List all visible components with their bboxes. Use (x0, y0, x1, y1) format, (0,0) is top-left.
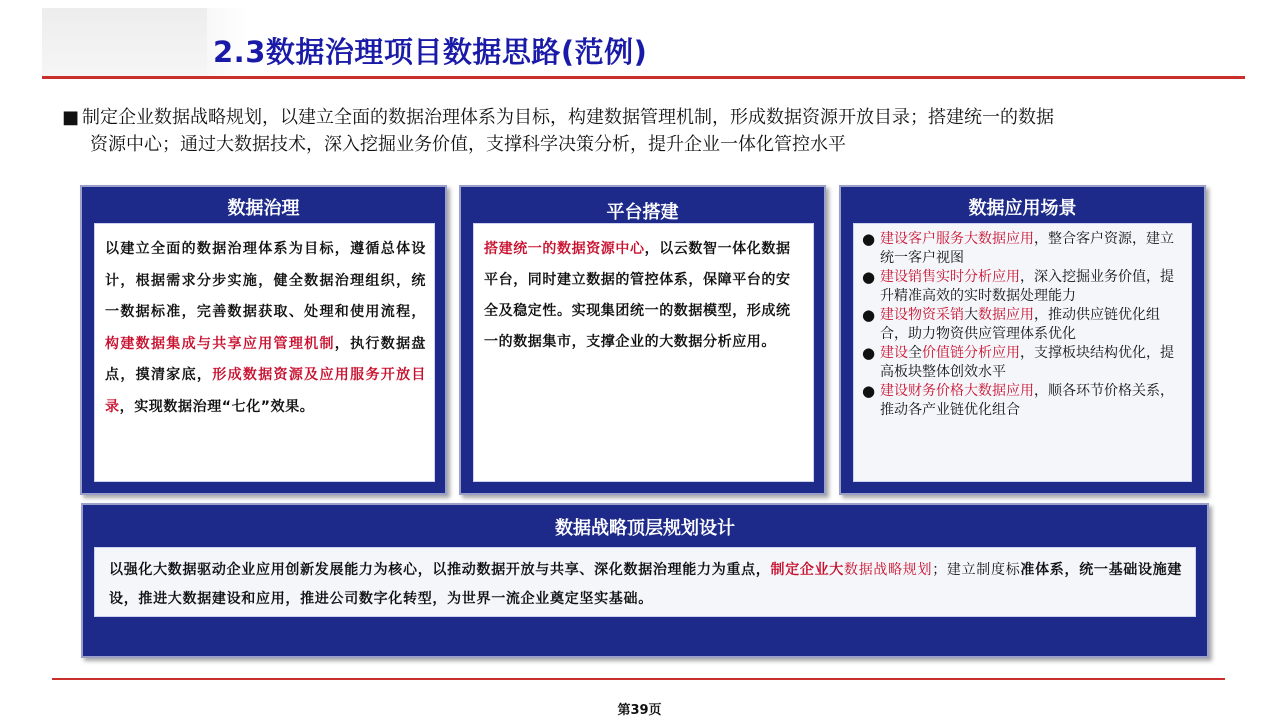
text-seg: ，执行数据盘点，摸清家底， (105, 335, 426, 383)
intro-line-2: 资源中心；通过大数据技术，深入挖掘业务价值，支撑科学决策分析，提升企业一体化管控水平 (90, 134, 846, 155)
panel-body (94, 223, 435, 482)
panel-application-scenarios (839, 185, 1206, 495)
text-seg: ，实现数据治理“七化”效果。 (119, 398, 315, 415)
panel-title: 平台搭建 (606, 202, 679, 223)
text-seg: ；建立制度标 (932, 562, 1021, 578)
panel-title: 数据治理 (227, 198, 300, 219)
highlight-text: 制定企业大 (770, 562, 844, 578)
text-seg: ，以云数智一体化数据平台，同时建立数据的管控体系，保障平台的安全及稳定性。实现集团统一的数据模型，形成统一的数据集市，支撑企业的大数据分析应用。 (484, 241, 791, 350)
highlight-text: 建设销售实时分析应用 (880, 269, 1020, 285)
panel-data-governance (80, 185, 447, 495)
highlight-text: 数据战略规划 (844, 562, 933, 578)
highlight-text: 数据应用 (978, 307, 1034, 323)
list-item (862, 268, 1185, 305)
square-bullet-icon: ■ (62, 107, 80, 128)
bullet-dot-icon: ● (862, 268, 876, 286)
governance-text (105, 234, 426, 423)
highlight-text: 建设财务价格大数据应用 (880, 383, 1034, 399)
highlight-text: 搭建统一的数据资源中心 (484, 241, 645, 257)
text-seg: 全 (908, 345, 922, 361)
bullet-dot-icon: ● (862, 306, 876, 324)
highlight-text: 构建数据集成与共享应用管理机制 (105, 335, 335, 352)
page-title: 2.3数据治理项目数据思路(范例) (213, 35, 648, 69)
panel-body (853, 223, 1192, 482)
title-rule (42, 76, 1245, 79)
highlight-text: 形成数据资源及应用服务开放目录 (105, 367, 427, 415)
strategy-text (109, 556, 1185, 614)
list-item (862, 382, 1185, 419)
text-seg: ，整合客户资源，建立统一客户视图 (880, 231, 1174, 266)
panel-title: 数据应用场景 (968, 198, 1077, 219)
scenario-list (862, 230, 1185, 420)
title-fade (42, 8, 207, 76)
highlight-text: 建设物资采销 (880, 307, 964, 323)
list-item (862, 230, 1185, 267)
highlight-text: 建设客户服务大数据应用 (880, 231, 1034, 247)
list-item (862, 344, 1185, 381)
panel-body (94, 547, 1196, 617)
panel-body (473, 223, 814, 482)
highlight-text: 建设 (880, 345, 908, 361)
bullet-dot-icon: ● (862, 382, 876, 400)
bullet-dot-icon: ● (862, 344, 876, 362)
text-seg: 准体系，统一基础设施建设，推进大数据建设和应用，推进公司数字化转型，为世界一流企业奠定坚实基础。 (109, 562, 1183, 607)
panel-data-strategy (81, 503, 1209, 658)
intro-paragraph (62, 104, 1252, 158)
text-seg: ，推动供应链优化组合，助力物资供应管理体系优化 (880, 307, 1160, 342)
page-number: 第39页 (617, 703, 662, 718)
text-seg: 以强化大数据驱动企业应用创新发展能力为核心，以推动数据开放与共享、深化数据治理能力为重点， (109, 562, 771, 578)
intro-text-1: 制定企业数据战略规划，以建立全面的数据治理体系为目标，构建数据管理机制，形成数据资源开放目录；搭建统一的数据 (82, 107, 1054, 128)
text-seg: ，顺各环节价格关系，推动各产业链优化组合 (880, 383, 1174, 418)
text-seg: 大 (964, 307, 978, 323)
footer-rule (52, 678, 1225, 680)
panel-platform-build (459, 185, 826, 495)
panel-title: 数据战略顶层规划设计 (555, 518, 735, 539)
highlight-text: 价值链分析应用 (922, 345, 1020, 361)
text-seg: ，深入挖掘业务价值，提升精准高效的实时数据处理能力 (880, 269, 1174, 304)
bullet-dot-icon: ● (862, 230, 876, 248)
platform-text (484, 234, 805, 358)
text-seg: ，支撑板块结构优化，提高板块整体创效水平 (880, 345, 1174, 380)
list-item (862, 306, 1185, 343)
intro-line-1 (62, 104, 1252, 131)
text-seg: 以建立全面的数据治理体系为目标，遵循总体设计，根据需求分步实施，健全数据治理组织，统一数据标准，完善数据获取、处理和使用流程， (105, 241, 426, 320)
